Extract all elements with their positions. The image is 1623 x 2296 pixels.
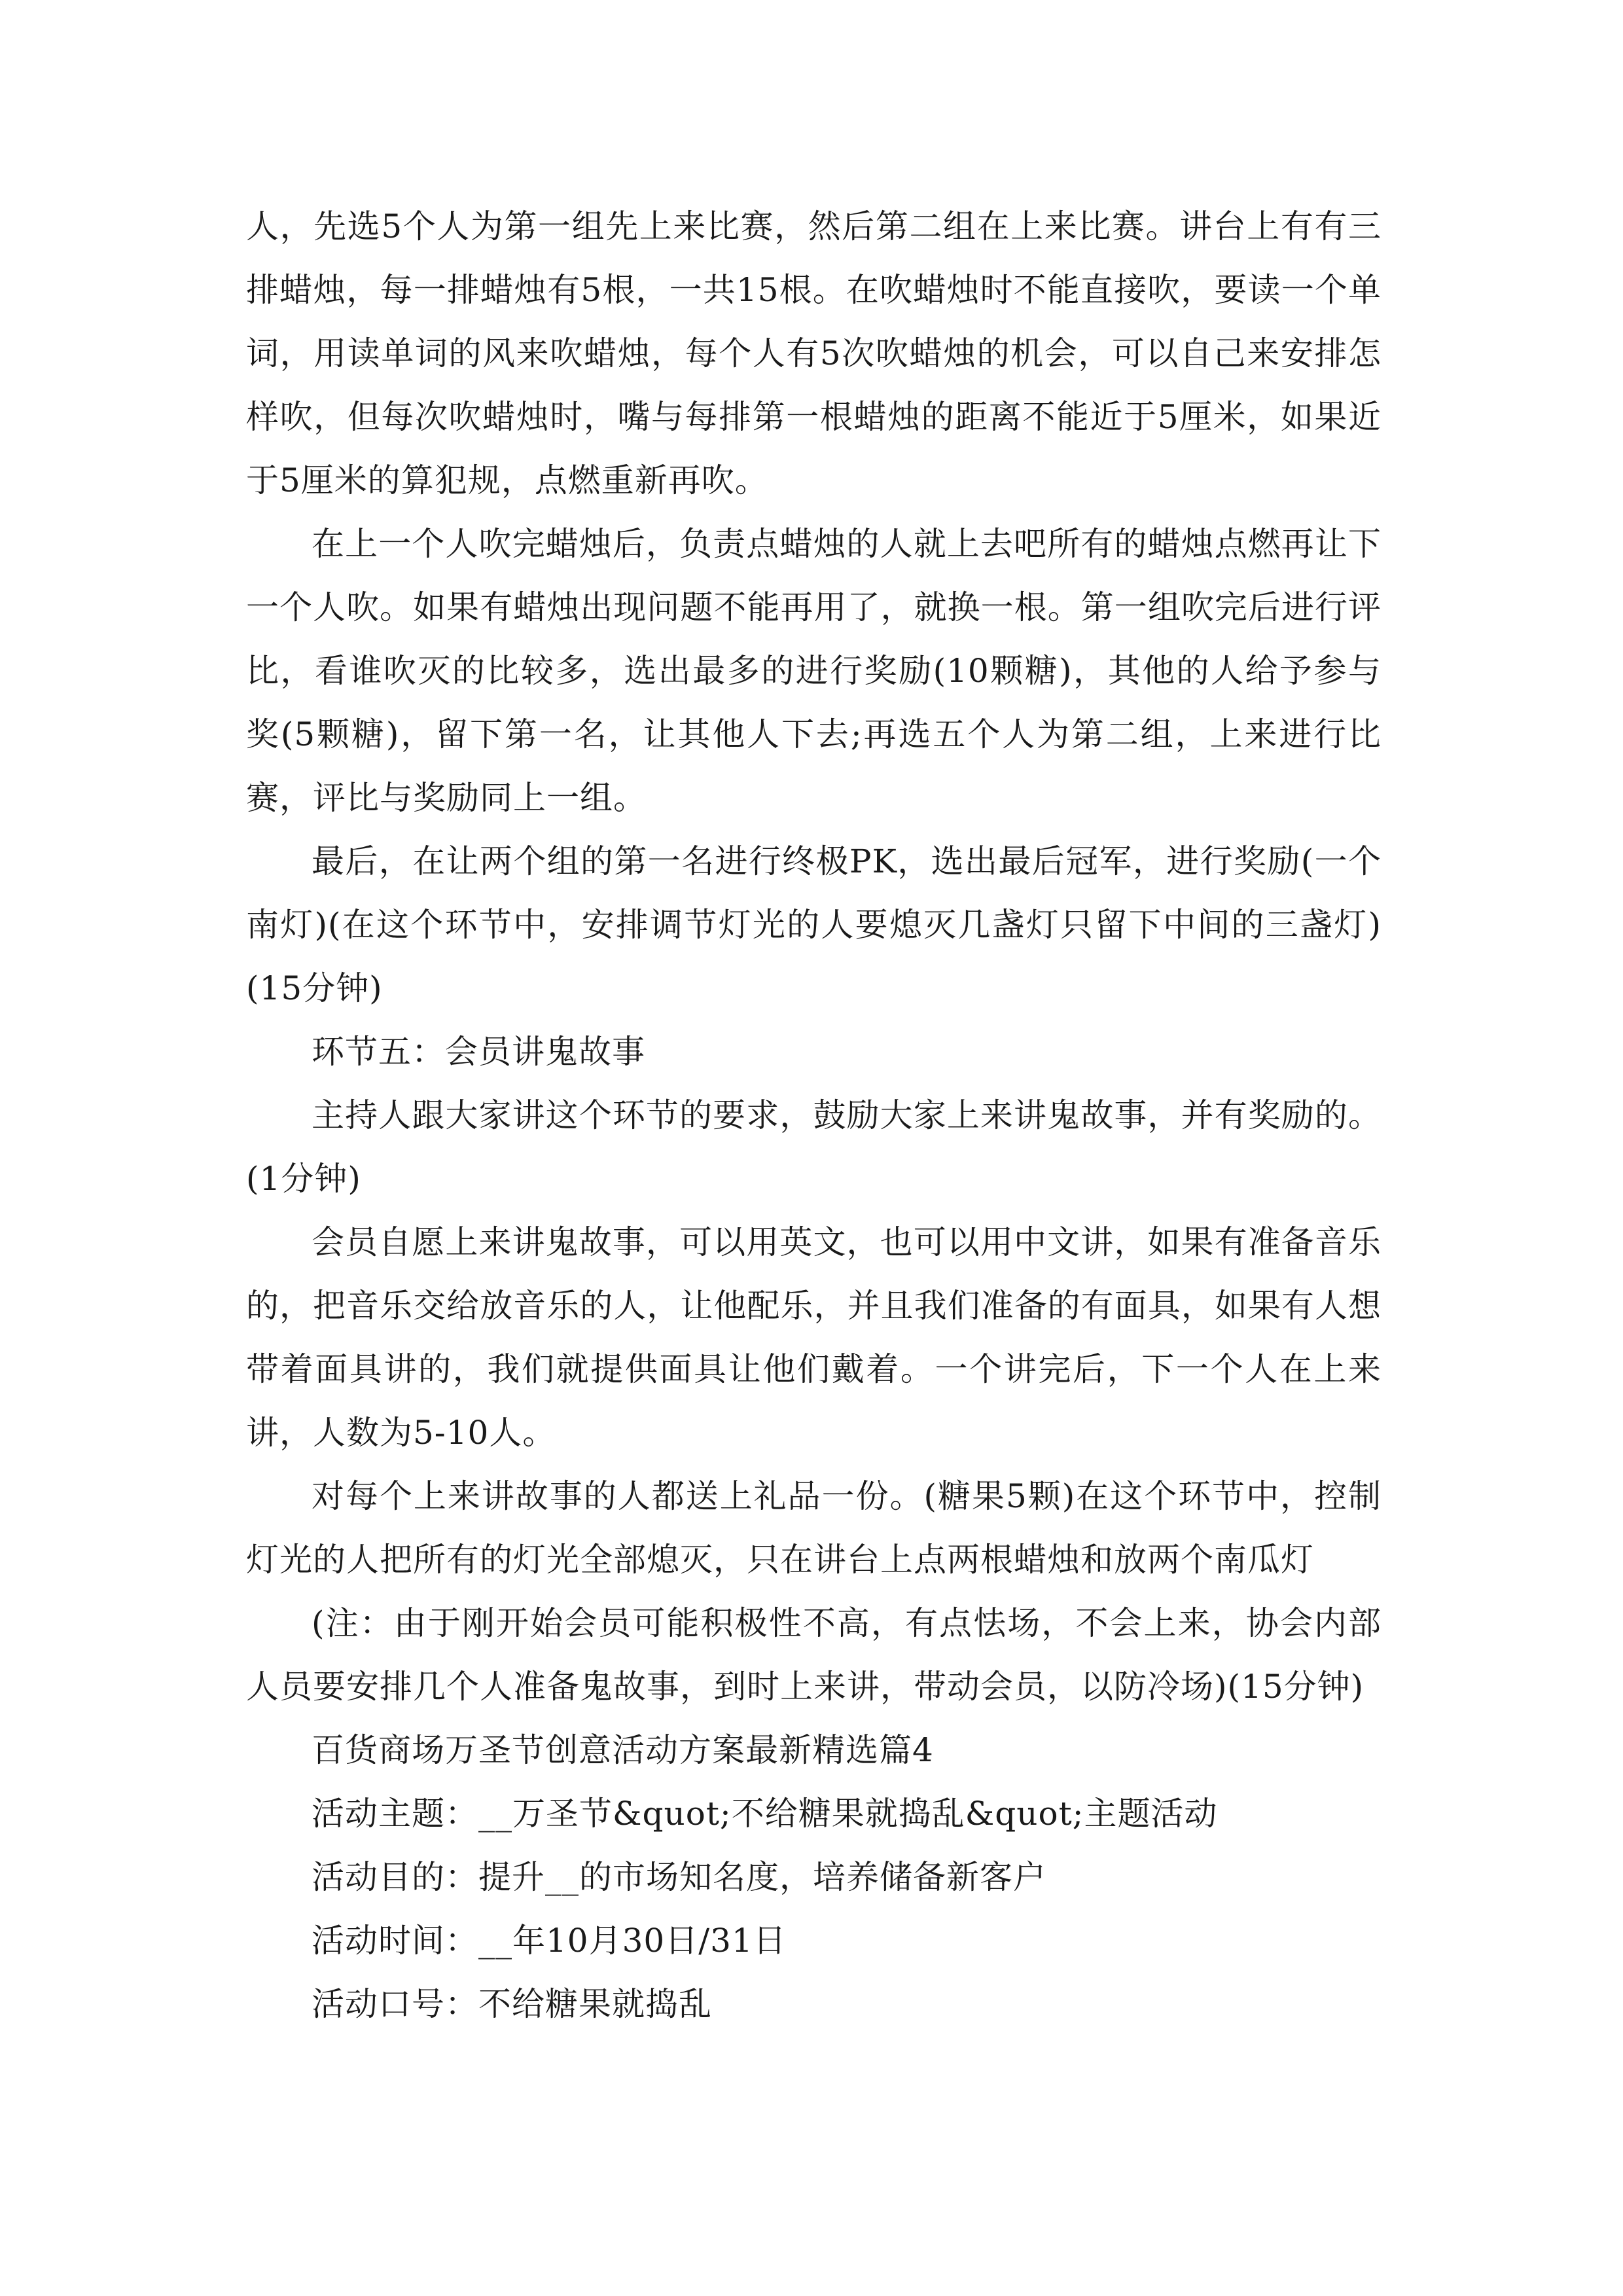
section-heading-ghost-stories: 环节五：会员讲鬼故事 bbox=[312, 1033, 645, 1071]
document-body bbox=[246, 195, 1382, 2036]
paragraph-candle-game-rules: 人，先选5个人为第一组先上来比赛，然后第二组在上来比赛。讲台上有有三排蜡烛，每一排蜡烛有5根，一共15根。在吹蜡烛时不能直接吹，要读一个单词，用读单词的风来吹蜡烛，每个人有5次吹蜡烛的机会，可以自己来安排怎样吹，但每次吹蜡烛时，嘴与每排第一根蜡烛的距离不能近于5厘米，如果近于5厘米的算犯规，点燃重新再吹。 bbox=[246, 207, 1382, 499]
paragraph-gifts-lighting: 对每个上来讲故事的人都送上礼品一份。(糖果5颗)在这个环节中，控制灯光的人把所有的灯光全部熄灭，只在讲台上点两根蜡烛和放两个南瓜灯 bbox=[246, 1477, 1382, 1579]
section-heading-plan-4: 百货商场万圣节创意活动方案最新精选篇4 bbox=[312, 1731, 934, 1769]
activity-purpose: 活动目的：提升__的市场知名度，培养储备新客户 bbox=[312, 1858, 1046, 1896]
activity-slogan: 活动口号：不给糖果就捣乱 bbox=[312, 1985, 712, 2023]
paragraph-note: (注：由于刚开始会员可能积极性不高，有点怯场，不会上来，协会内部人员要安排几个人准备鬼故事，到时上来讲，带动会员，以防冷场)(15分钟) bbox=[246, 1604, 1382, 1706]
activity-theme: 活动主题：__万圣节&quot;不给糖果就捣乱&quot;主题活动 bbox=[312, 1795, 1218, 1833]
paragraph-member-stories: 会员自愿上来讲鬼故事，可以用英文，也可以用中文讲，如果有准备音乐的，把音乐交给放音乐的人，让他配乐，并且我们准备的有面具，如果有人想带着面具讲的，我们就提供面具让他们戴着。一个讲完后，下一个人在上来讲，人数为5-10人。 bbox=[246, 1223, 1382, 1452]
paragraph-host-intro: 主持人跟大家讲这个环节的要求，鼓励大家上来讲鬼故事，并有奖励的。(1分钟) bbox=[246, 1096, 1382, 1198]
paragraph-candle-game-final: 最后，在让两个组的第一名进行终极PK，选出最后冠军，进行奖励(一个南灯)(在这个环节中，安排调节灯光的人要熄灭几盏灯只留下中间的三盏灯)(15分钟) bbox=[246, 842, 1382, 1007]
activity-time: 活动时间：__年10月30日/31日 bbox=[312, 1922, 787, 1960]
paragraph-candle-game-judging: 在上一个人吹完蜡烛后，负责点蜡烛的人就上去吧所有的蜡烛点燃再让下一个人吹。如果有蜡烛出现问题不能再用了，就换一根。第一组吹完后进行评比，看谁吹灭的比较多，选出最多的进行奖励(10颗糖)，其他的人给予参与奖(5颗糖)，留下第一名，让其他人下去;再选五个人为第二组，上来进行比赛，评比与奖励同上一组。 bbox=[246, 525, 1382, 817]
